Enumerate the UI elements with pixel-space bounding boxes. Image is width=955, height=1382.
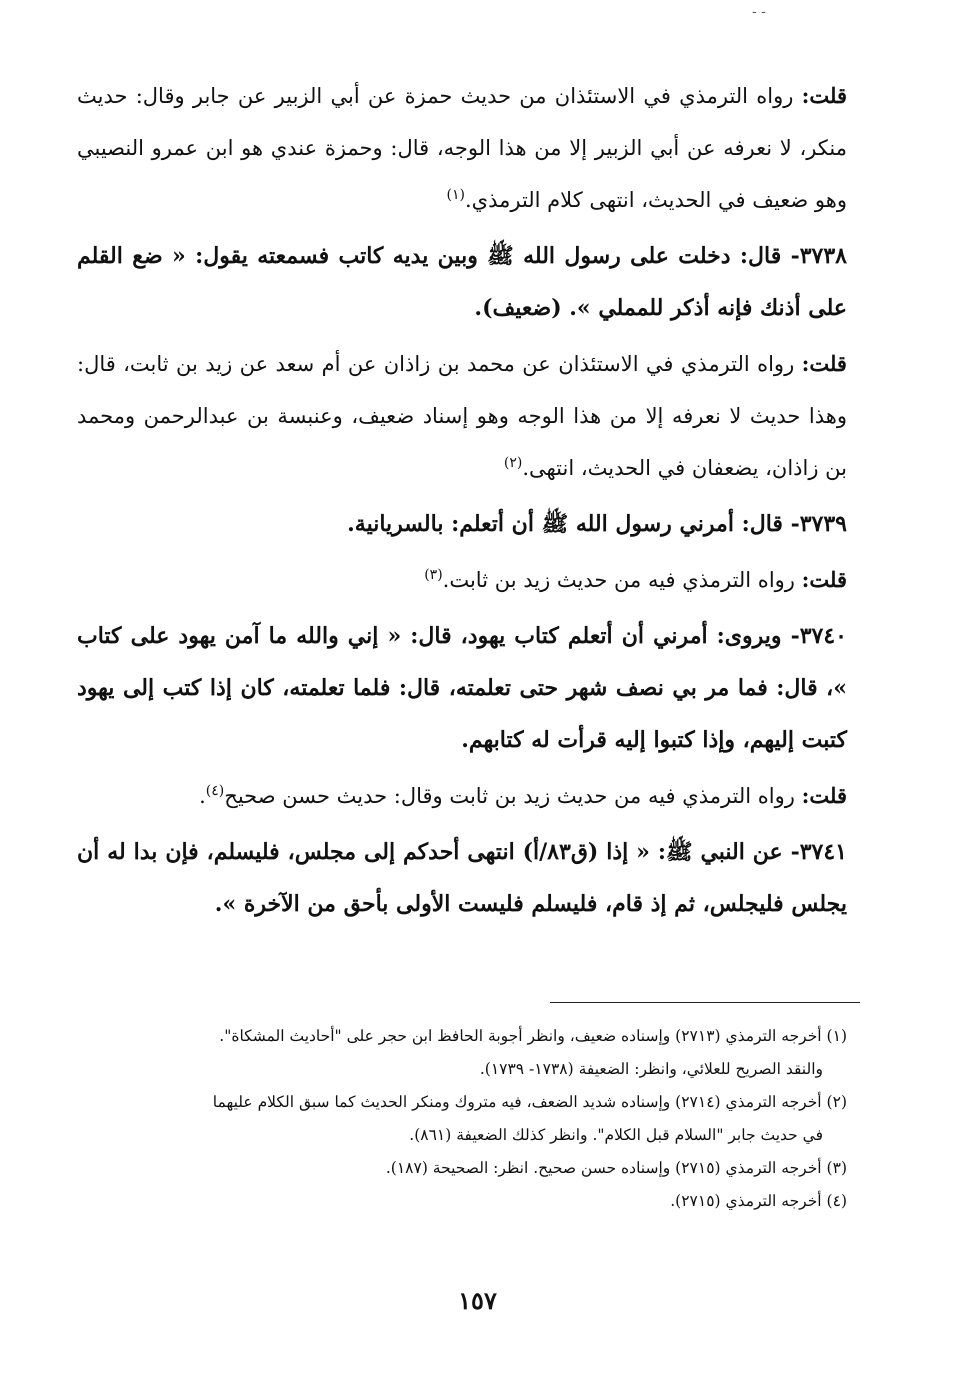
footnote-ref: (٤) bbox=[205, 783, 225, 799]
hadith-3741: ٣٧٤١- عن النبي ﷺ: « إذا (ق٨٣/أ) انتهى أحدكم إلى مجلس، فليسلم، فإن بدا له أن يجلس فليجلس، ثم إذ قام، فليسلم فليست الأولى بأحق من الآخرة ». bbox=[77, 839, 847, 917]
page-number: ١٥٧ bbox=[458, 1286, 497, 1315]
footnote-number: (٢) bbox=[826, 1093, 847, 1111]
footnote-3 bbox=[77, 1152, 847, 1185]
footnote-1-cont: والنقد الصريح للعلائي، وانظر: الضعيفة (١٧٣٨- ١٧٣٩). bbox=[479, 1060, 823, 1078]
footnote-1 bbox=[77, 1020, 847, 1053]
footnote-number: (٣) bbox=[826, 1159, 847, 1177]
footnote-ref: (١) bbox=[446, 187, 465, 203]
qult-paragraph-4: قلت: رواه الترمذي فيه من حديث زيد بن ثابت وقال: حديث حسن صحيح$^{(٤)}$. bbox=[199, 783, 847, 808]
footnote-4 bbox=[77, 1185, 847, 1218]
qult-paragraph-2 bbox=[77, 338, 847, 494]
qult-text: رواه الترمذي في الاستئذان عن محمد بن زاذان عن أم سعد عن زيد بن ثابت، قال: وهذا حديث لا نعرفه إلا من هذا الوجه وهو إسناد ضعيف، وعنبسة بن عبدالرحمن ومحمد بن زاذان، يضعفان في الحديث، انتهى. bbox=[77, 352, 847, 480]
footnote-ref: (٣) bbox=[424, 567, 443, 583]
qult-label: قلت: bbox=[801, 351, 847, 376]
qult-label: قلت: bbox=[801, 567, 847, 592]
footnote-text: أخرجه الترمذي (٢٧١٥). bbox=[670, 1192, 822, 1210]
qult-paragraph-1 bbox=[77, 70, 847, 226]
footnote-number: (٤) bbox=[826, 1192, 847, 1210]
hadith-3740: ٣٧٤٠- ويروى: أمرني أن أتعلم كتاب يهود، قال: « إني والله ما آمن يهود على كتاب »، قال: فما مر بي نصف شهر حتى تعلمته، قال: فلما تعلمته، كان إذا كتب إلى يهود كتبت إليهم، وإذا كتبوا إليه قرأت له كتابهم. bbox=[77, 623, 847, 753]
hadith-3738: ٣٧٣٨- قال: دخلت على رسول الله ﷺ وبين يديه كاتب فسمعته يقول: « ضع القلم على أذنك فإنه أذكر للمملي ». (ضعيف). bbox=[77, 243, 847, 321]
top-mark: - - bbox=[752, 4, 766, 20]
footnote-text: أخرجه الترمذي (٢٧١٤) وإسناده شديد الضعف، فيه متروك ومنكر الحديث كما سبق الكلام عليهما bbox=[212, 1093, 822, 1111]
footnote-number: (١) bbox=[826, 1027, 847, 1045]
footnotes bbox=[77, 1020, 847, 1218]
footnote-text: أخرجه الترمذي (٢٧١٣) وإسناده ضعيف، وانظر أجوبة الحافظ ابن حجر على "أحاديث المشكاة". bbox=[219, 1027, 822, 1045]
qult-text: رواه الترمذي في الاستئذان من حديث حمزة عن أبي الزبير عن جابر وقال: حديث منكر، لا نعرفه عن أبي الزبير إلا من هذا الوجه، قال: وحمزة عندي هو ابن عمرو النصيبي وهو ضعيف في الحديث، انتهى كلام الترمذي. bbox=[77, 84, 847, 212]
qult-paragraph-3 bbox=[77, 554, 847, 606]
footnote-2 bbox=[77, 1086, 847, 1119]
footnote-2-cont: في حديث جابر "السلام قبل الكلام". وانظر كذلك الضعيفة (٨٦١). bbox=[409, 1126, 823, 1144]
main-text bbox=[77, 70, 847, 934]
footnote-text: أخرجه الترمذي (٢٧١٥) وإسناده حسن صحيح. انظر: الصحيحة (١٨٧). bbox=[385, 1159, 822, 1177]
qult-label: قلت: bbox=[801, 783, 847, 808]
qult-label: قلت: bbox=[801, 83, 847, 108]
hadith-3739: ٣٧٣٩- قال: أمرني رسول الله ﷺ أن أتعلم: بالسريانية. bbox=[347, 511, 847, 537]
footnote-separator bbox=[550, 1002, 860, 1003]
qult-text: رواه الترمذي فيه من حديث زيد بن ثابت وقال: حديث حسن صحيح bbox=[224, 784, 795, 808]
footnote-ref: (٢) bbox=[503, 455, 523, 471]
qult-text: رواه الترمذي فيه من حديث زيد بن ثابت. bbox=[442, 568, 795, 592]
